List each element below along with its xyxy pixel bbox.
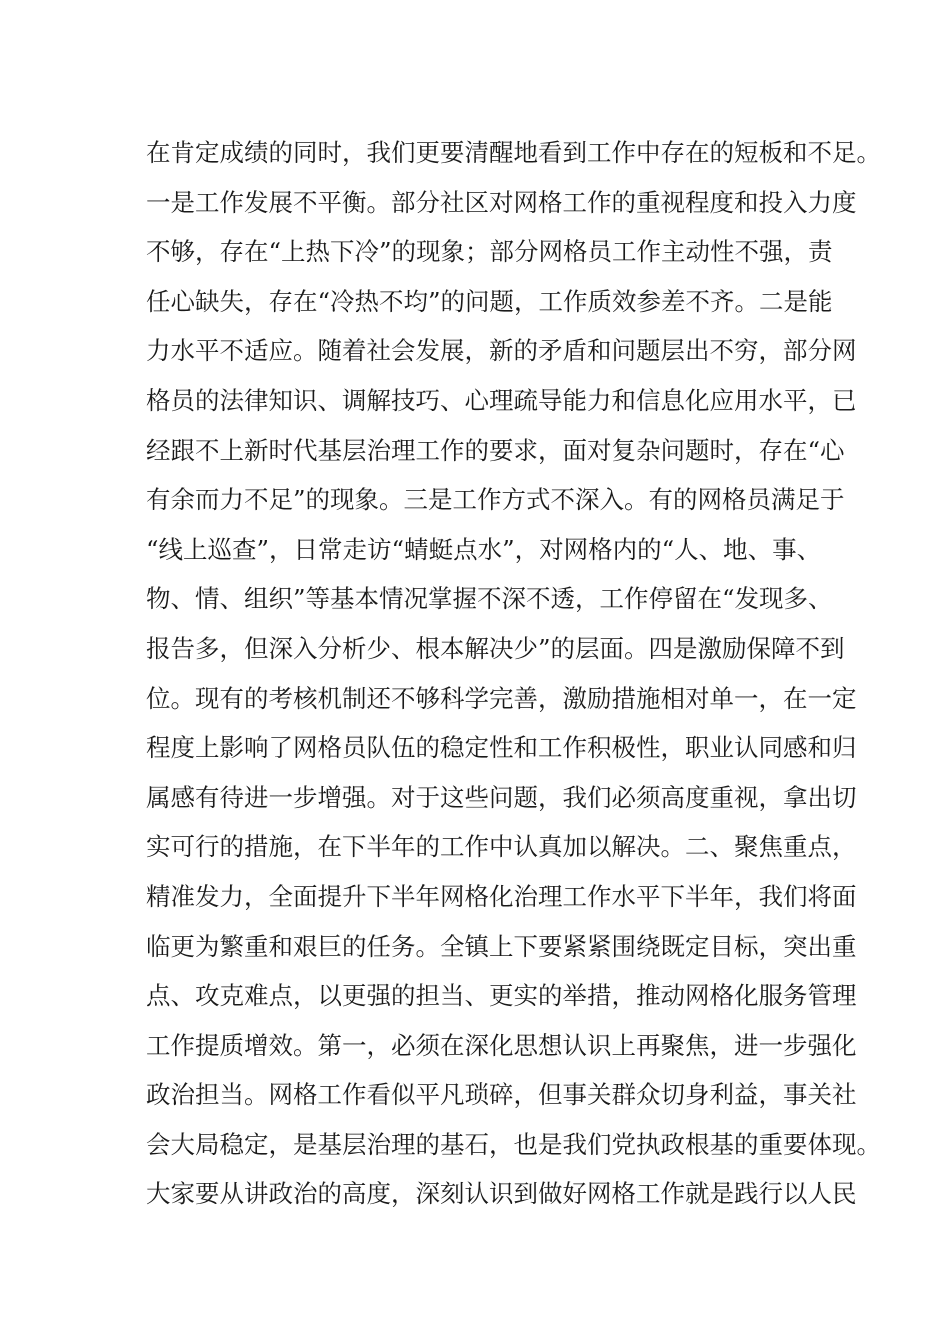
text-line: 政治担当。网格工作看似平凡琐碎，但事关群众切身利益，事关社 [146, 1080, 857, 1110]
text-line: 力水平不适应。随着社会发展，新的矛盾和问题层出不穷，部分网 [146, 336, 857, 366]
text-line: 报告多，但深入分析少、根本解决少”的层面。四是激励保障不到 [146, 633, 845, 663]
text-line: 格员的法律知识、调解技巧、心理疏导能力和信息化应用水平，已 [146, 385, 857, 415]
text-line: 在肯定成绩的同时，我们更要清醒地看到工作中存在的短板和不足。 [146, 138, 881, 167]
text-line: 程度上影响了网格员队伍的稳定性和工作积极性，职业认同感和归 [146, 733, 857, 763]
text-line: 实可行的措施，在下半年的工作中认真加以解决。二、聚焦重点， [146, 832, 857, 862]
text-line: 会大局稳定，是基层治理的基石，也是我们党执政根基的重要体现。 [146, 1129, 881, 1159]
text-line: 经跟不上新时代基层治理工作的要求，面对复杂问题时，存在“心 [146, 435, 845, 465]
text-line: “线上巡查”，日常走访“蜻蜓点水”，对网格内的“人、地、事、 [146, 534, 822, 564]
text-line: 不够，存在“上热下冷”的现象；部分网格员工作主动性不强，责 [146, 237, 833, 267]
text-line: 临更为繁重和艰巨的任务。全镇上下要紧紧围绕既定目标，突出重 [146, 931, 857, 961]
text-line: 一是工作发展不平衡。部分社区对网格工作的重视程度和投入力度 [146, 187, 857, 217]
body-text [146, 133, 881, 1224]
text-line: 属感有待进一步增强。对于这些问题，我们必须高度重视，拿出切 [146, 782, 857, 812]
text-line: 物、情、组织”等基本情况掌握不深不透，工作停留在“发现多、 [146, 584, 833, 614]
text-line: 任心缺失，存在“冷热不均”的问题，工作质效参差不齐。二是能 [146, 286, 833, 316]
text-line: 有余而力不足”的现象。三是工作方式不深入。有的网格员满足于 [146, 485, 845, 515]
text-line: 精准发力，全面提升下半年网格化治理工作水平下半年，我们将面 [146, 881, 857, 911]
text-line: 点、攻克难点，以更强的担当、更实的举措，推动网格化服务管理 [146, 981, 857, 1011]
text-line: 位。现有的考核机制还不够科学完善，激励措施相对单一，在一定 [146, 683, 857, 713]
text-line: 大家要从讲政治的高度，深刻认识到做好网格工作就是践行以人民 [146, 1179, 857, 1209]
text-line: 工作提质增效。第一，必须在深化思想认识上再聚焦，进一步强化 [146, 1030, 857, 1060]
